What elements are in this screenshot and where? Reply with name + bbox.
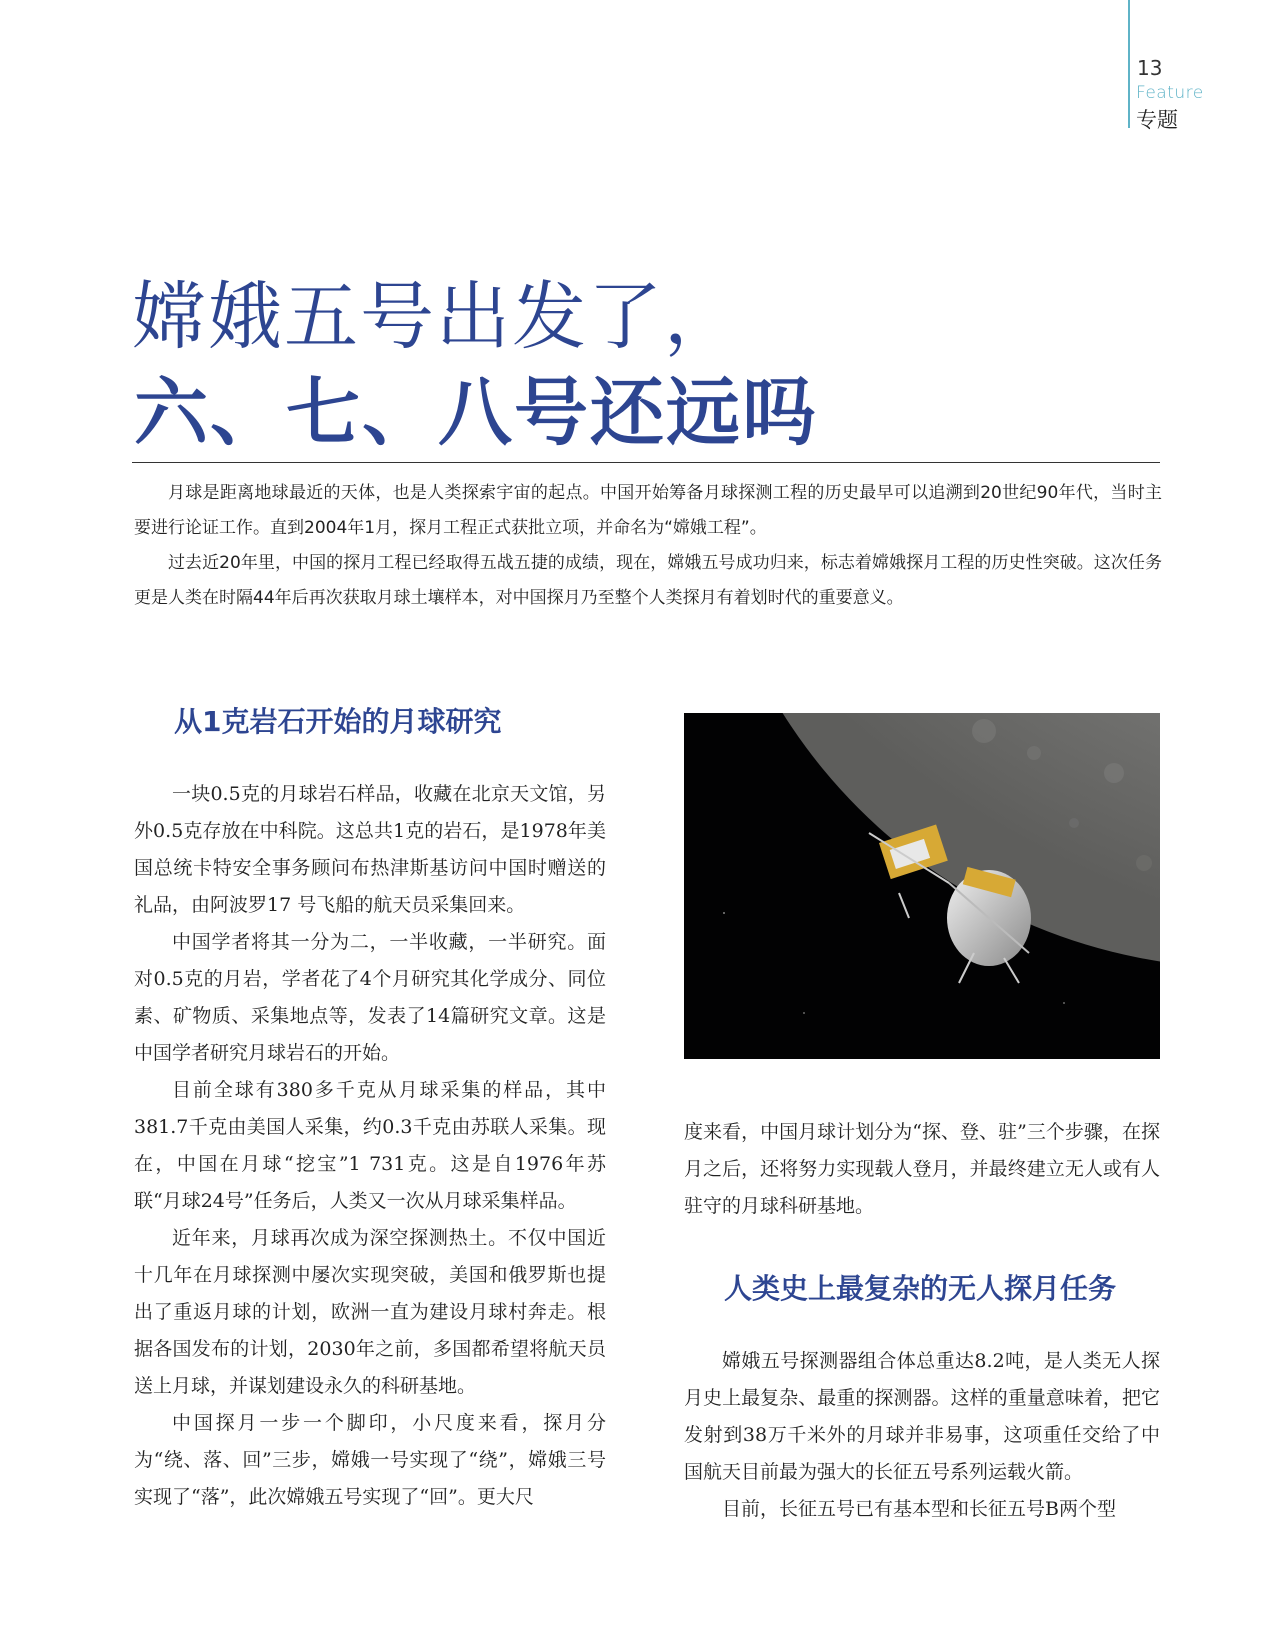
intro-paragraph: 月球是距离地球最近的天体，也是人类探索宇宙的起点。中国开始筹备月球探测工程的历史最早可以追溯到20世纪90年代，当时主要进行论证工作。直到2004年1月，探月工程正式获批立项，并命名为“嫦娥工程”。 (134, 483, 1162, 538)
page-title-line1: 嫦娥五号出发了， (132, 274, 740, 360)
page-title-line2: 六、七、八号还远吗 (134, 370, 818, 456)
body-paragraph: 嫦娥五号探测器组合体总重达8.2吨，是人类无人探月史上最复杂、最重的探测器。这样的重量意味着，把它发射到38万千米外的月球并非易事，这项重任交给了中国航天目前最为强大的长征五号系列运载火箭。 (684, 1350, 1160, 1483)
section-body (684, 1343, 1160, 1528)
body-paragraph: 目前全球有380多千克从月球采集的样品，其中381.7千克由美国人采集，约0.3千克由苏联人采集。现在，中国在月球“挖宝”1 731克。这是自1976年苏联“月球24号”任务后，人类又一次从月球采集样品。 (134, 1079, 606, 1212)
body-paragraph: 目前，长征五号已有基本型和长征五号B两个型 (722, 1498, 1116, 1520)
section-heading: 人类史上最复杂的无人探月任务 (724, 1272, 1117, 1305)
section-label-cn: 专题 (1136, 108, 1178, 132)
left-column (134, 700, 606, 1516)
body-paragraph: 中国探月一步一个脚印，小尺度来看，探月分为“绕、落、回”三步，嫦娥一号实现了“绕”，嫦娥三号实现了“落”，此次嫦娥五号实现了“回”。更大尺 (134, 1412, 606, 1508)
section-label-en: Feature (1136, 83, 1204, 103)
section-body (134, 776, 606, 1516)
right-column (684, 1114, 1160, 1528)
page-number: 13 (1137, 56, 1163, 80)
body-paragraph: 近年来，月球再次成为深空探测热土。不仅中国近十几年在月球探测中屡次实现突破，美国和俄罗斯也提出了重返月球的计划，欧洲一直为建设月球村奔走。根据各国发布的计划，2030年之前，多国都希望将航天员送上月球，并谋划建设永久的科研基地。 (134, 1227, 606, 1397)
header-divider (1128, 0, 1130, 128)
spacecraft-moon-image (684, 713, 1160, 1059)
body-paragraph: 度来看，中国月球计划分为“探、登、驻”三个步骤，在探月之后，还将努力实现载人登月，并最终建立无人或有人驻守的月球科研基地。 (684, 1121, 1160, 1217)
intro-paragraph: 过去近20年里，中国的探月工程已经取得五战五捷的成绩，现在，嫦娥五号成功归来，标志着嫦娥探月工程的历史性突破。这次任务更是人类在时隔44年后再次获取月球土壤样本，对中国探月乃至整个人类探月有着划时代的重要意义。 (134, 553, 1162, 608)
body-paragraph: 一块0.5克的月球岩石样品，收藏在北京天文馆，另外0.5克存放在中科院。这总共1克的岩石，是1978年美国总统卡特安全事务顾问布热津斯基访问中国时赠送的礼品，由阿波罗17 号飞船的航天员采集回来。 (134, 783, 606, 916)
section-heading: 从1克岩石开始的月球研究 (174, 705, 502, 738)
title-divider (132, 462, 1160, 463)
body-paragraph: 中国学者将其一分为二，一半收藏，一半研究。面对0.5克的月岩，学者花了4个月研究其化学成分、同位素、矿物质、采集地点等，发表了14篇研究文章。这是中国学者研究月球岩石的开始。 (134, 931, 606, 1064)
continued-text (684, 1114, 1160, 1225)
intro-block (134, 476, 1162, 616)
